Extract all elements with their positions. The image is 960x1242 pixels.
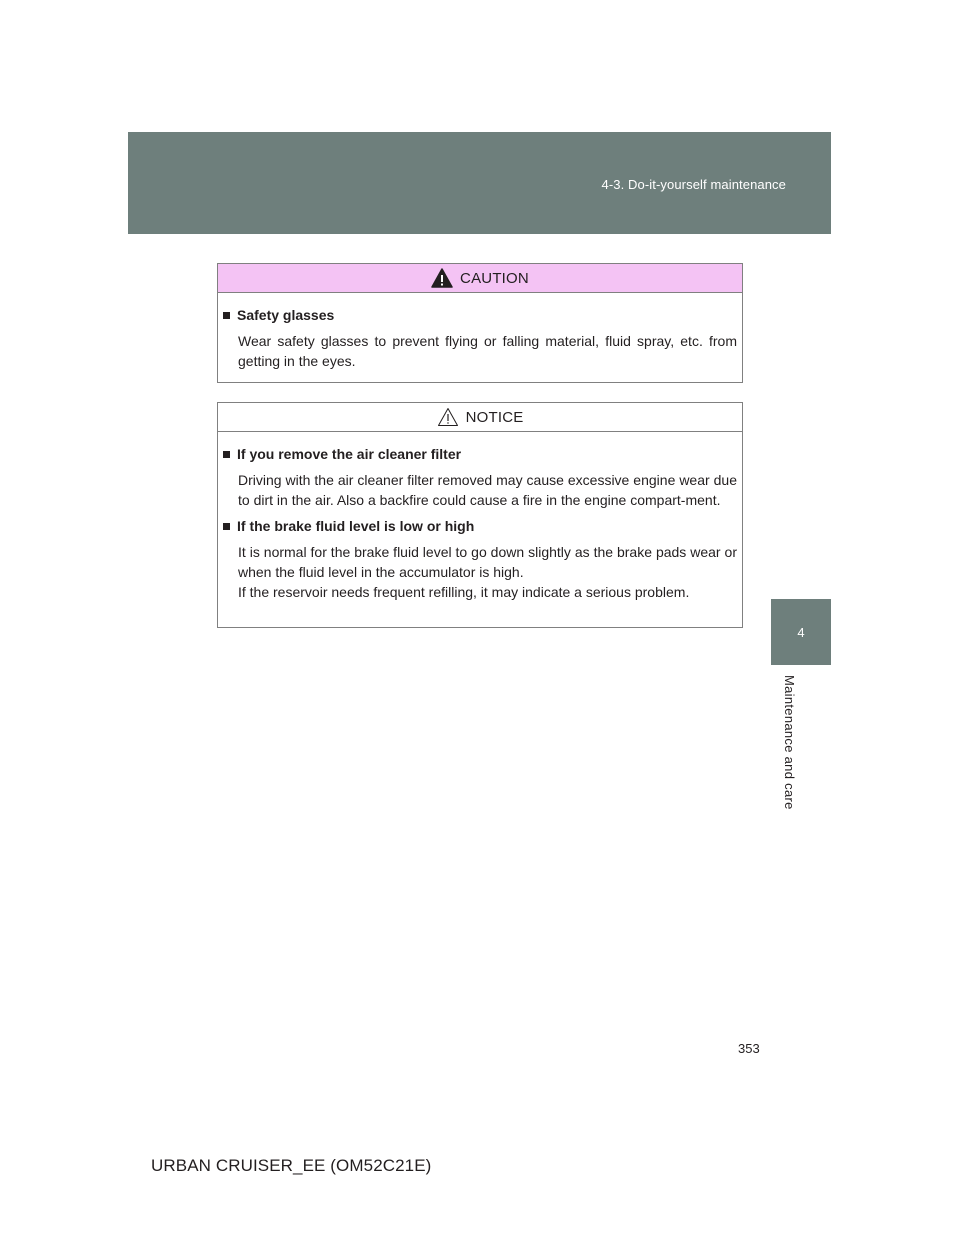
square-bullet-icon	[223, 523, 230, 530]
caution-body	[218, 293, 742, 381]
document-id: URBAN CRUISER_EE (OM52C21E)	[151, 1156, 432, 1175]
warning-triangle-outline-icon	[437, 407, 459, 427]
page-number: 353	[738, 1041, 760, 1056]
notice-item-heading: If the brake fluid level is low or high	[222, 516, 737, 536]
notice-item-text: Driving with the air cleaner filter removed may cause excessive engine wear due to dirt in the air. Also a backfire could cause a fire in the engine compart-ment.	[238, 472, 737, 508]
caution-item-heading: Safety glasses	[222, 305, 737, 325]
caution-header	[218, 264, 742, 293]
square-bullet-icon	[223, 451, 230, 458]
notice-item-text: It is normal for the brake fluid level to go down slightly as the brake pads wear or when the fluid level in the accumulator is high. If the reservoir needs frequent refilling, it may indicate a serious problem.	[238, 544, 737, 600]
warning-triangle-filled-icon	[431, 268, 453, 288]
caution-box	[217, 263, 743, 383]
section-title: 4-3. Do-it-yourself maintenance	[601, 177, 786, 192]
chapter-label: Maintenance and care	[782, 675, 797, 810]
notice-box	[217, 402, 743, 628]
notice-header	[218, 403, 742, 432]
chapter-tab[interactable]	[771, 599, 831, 665]
square-bullet-icon	[223, 312, 230, 319]
header-band	[128, 132, 831, 234]
notice-title: NOTICE	[465, 408, 524, 426]
caution-item-text: Wear safety glasses to prevent flying or falling material, fluid spray, etc. from getting in the eyes.	[238, 333, 737, 369]
notice-body	[218, 432, 742, 612]
notice-item-heading: If you remove the air cleaner filter	[222, 444, 737, 464]
caution-title: CAUTION	[460, 269, 529, 287]
chapter-number: 4	[797, 624, 805, 640]
